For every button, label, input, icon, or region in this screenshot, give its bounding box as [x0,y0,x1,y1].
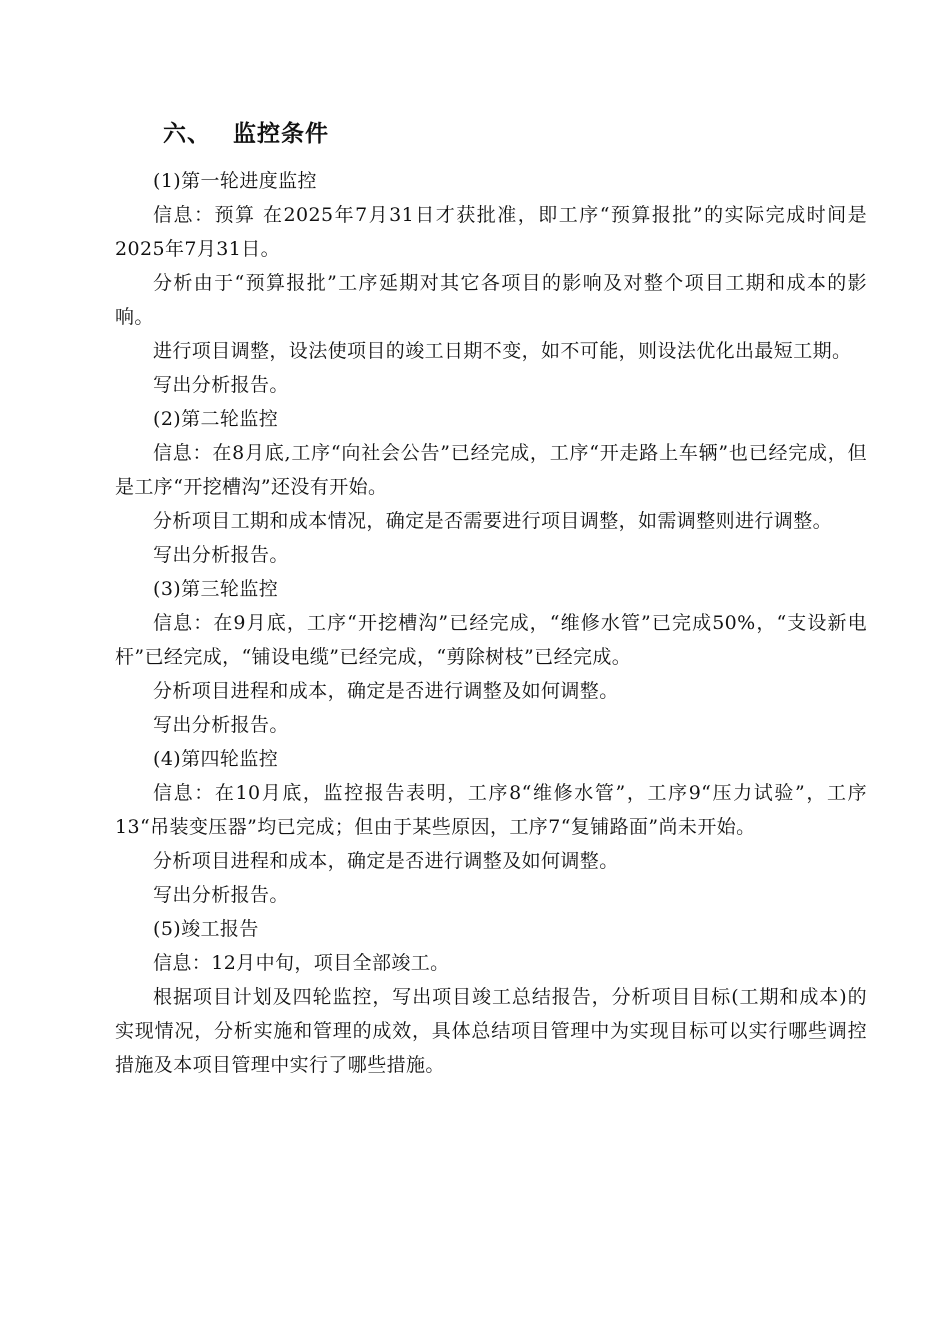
paragraph-round-2-analysis: 分析项目工期和成本情况，确定是否需要进行项目调整，如需调整则进行调整。 [153,510,833,532]
paragraph-round-4-info: 信息：在10月底，监控报告表明，工序8“维修水管”，工序9“压力试验”，工序13“吊装变压器”均已完成；但由于某些原因，工序7“复铺路面”尚未开始。 [115,782,867,838]
paragraph-completion-info: 信息：12月中旬，项目全部竣工。 [153,952,450,974]
subheading-round-1: (1)第一轮进度监控 [153,170,317,192]
section-title: 监控条件 [233,121,329,147]
paragraph-round-2-report: 写出分析报告。 [153,544,289,566]
paragraph-round-1-analysis: 分析由于“预算报批”工序延期对其它各项目的影响及对整个项目工期和成本的影响。 [115,272,867,328]
body-text [115,164,867,1082]
subheading-completion-report: (5)竣工报告 [153,918,259,940]
subheading-round-4: (4)第四轮监控 [153,748,279,770]
subheading-round-3: (3)第三轮监控 [153,578,279,600]
paragraph-round-4-report: 写出分析报告。 [153,884,289,906]
paragraph-round-3-analysis: 分析项目进程和成本，确定是否进行调整及如何调整。 [153,680,619,702]
paragraph-round-1-info: 信息：预算 在2025年7月31日才获批准，即工序“预算报批”的实际完成时间是2025年7月31日。 [115,204,867,260]
subheading-round-2: (2)第二轮监控 [153,408,279,430]
paragraph-round-3-info: 信息：在9月底，工序“开挖槽沟”已经完成，“维修水管”已完成50%，“支设新电杆”已经完成，“铺设电缆”已经完成，“剪除树枝”已经完成。 [115,612,867,668]
section-number: 六、 [163,121,211,147]
paragraph-round-2-info: 信息：在8月底,工序“向社会公告”已经完成，工序“开走路上车辆”也已经完成，但是工序“开挖槽沟”还没有开始。 [115,442,867,498]
paragraph-round-3-report: 写出分析报告。 [153,714,289,736]
paragraph-round-1-report: 写出分析报告。 [153,374,289,396]
section-heading [163,114,329,154]
paragraph-round-1-adjust: 进行项目调整，设法使项目的竣工日期不变，如不可能，则设法优化出最短工期。 [153,340,852,362]
paragraph-completion-summary: 根据项目计划及四轮监控，写出项目竣工总结报告，分析项目目标(工期和成本)的实现情况，分析实施和管理的成效，具体总结项目管理中为实现目标可以实行哪些调控措施及本项目管理中实行了哪些措施。 [115,986,867,1076]
paragraph-round-4-analysis: 分析项目进程和成本，确定是否进行调整及如何调整。 [153,850,619,872]
